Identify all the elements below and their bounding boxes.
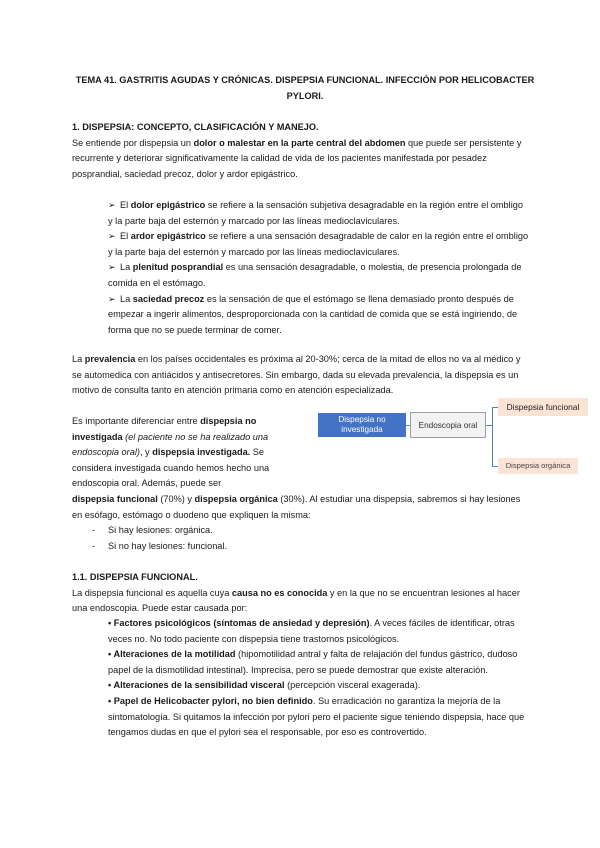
prevalence-paragraph: La prevalencia en los países occidentales es próxima al 20-30%; cerca de la mitad de ellos no va al médico y se automedica con antiácidos y antisecretores. Sin embargo, dada su elevada prevalencia, la dispepsia es un motivo de consulta tanto en atención primaria como en atención especializada. — [72, 354, 521, 396]
bullet-dolor-epigastrico: ➢ El dolor epigástrico se refiere a la sensación subjetiva desagradable en la región entre el ombligo y la parte baja del esternón y marcado por las líneas medioclaviculares. — [108, 200, 523, 226]
dyspepsia-flow-diagram — [318, 402, 590, 480]
cause-sensibilidad-visceral: • Alteraciones de la sensibilidad visceral (percepción visceral exagerada). — [108, 680, 421, 691]
functional-causes-list — [108, 616, 530, 741]
symptom-bullet-list — [108, 198, 530, 338]
arrow-bullet-icon: ➢ — [108, 262, 116, 273]
section-1-heading: 1. DISPEPSIA: CONCEPTO, CLASIFICACIÓN Y MANEJO. — [72, 122, 319, 132]
dash-item-organica: - Si hay lesiones: orgánica. — [92, 525, 213, 535]
document-title: TEMA 41. GASTRITIS AGUDAS Y CRÓNICAS. DISPEPSIA FUNCIONAL. INFECCIÓN POR HELICOBACTER PYLORI. — [75, 75, 535, 101]
differentiation-paragraph-bottom: dispepsia funcional (70%) y dispepsia orgánica (30%). Al estudiar una dispepsia, sabremos si hay lesiones en esófago, estómago o duodeno que expliquen la misma: — [72, 494, 521, 520]
section-1-1-intro: La dispepsia funcional es aquella cuya causa no es conocida y en la que no se encuentran lesiones al hacer una endoscopia. Puede estar causada por: — [72, 587, 520, 614]
arrow-bullet-icon: ➢ — [108, 293, 116, 304]
section-1-1-heading: 1.1. DISPEPSIA FUNCIONAL. — [72, 572, 198, 582]
dash-item-funcional: - Si no hay lesiones: funcional. — [92, 540, 228, 551]
cause-alteraciones-motilidad: • Alteraciones de la motilidad (hipomotilidad antral y falta de relajación del fundus gástrico, dudoso papel de la dismotilidad intestinal). Imprecisa, pero se puede demostrar que existe alteración. — [108, 649, 518, 675]
node-dispepsia-funcional: Dispepsia funcional — [498, 398, 588, 416]
bullet-plenitud-posprandial: ➢ La plenitud posprandial es una sensación desagradable, o molestia, de presencia prolongada de comida en el estómago. — [108, 262, 522, 288]
arrow-bullet-icon: ➢ — [108, 231, 116, 242]
differentiation-paragraph-top: Es importante diferenciar entre dispepsia no investigada (el paciente no se ha realizado una endoscopia oral), y dispepsia investigada. Se considera investigada cuando hemos hecho una endoscopia oral. Además, puede ser — [72, 416, 270, 489]
cause-helicobacter-pylori: • Papel de Helicobacter pylori, no bien definido. Su erradicación no garantiza la mejoría de la sintomatología. Si quitamos la infección por pylori pero el paciente sigue teniendo dispepsia, hace que tengamos dudas en que el pylori sea el responsable, por eso es controvertido. — [108, 695, 525, 738]
connector-branch-vertical — [492, 407, 493, 466]
section-1-intro: Se entiende por dispepsia un dolor o malestar en la parte central del abdomen que puede ser persistente y recurrente y deteriorar significativamente la calidad de vida de los pacientes manifestada por pesadez posprandial, saciedad precoz, dolor y ardor epigástrico. — [72, 137, 522, 179]
lesion-dash-list — [92, 523, 227, 554]
node-dispepsia-organica: Dispepsia orgánica — [498, 458, 578, 474]
section-1-1 — [72, 570, 530, 617]
section-1 — [72, 120, 530, 182]
bullet-saciedad-precoz: ➢ La saciedad precoz es la sensación de que el estómago se llena demasiado pronto después de empezar a ingerir alimentos, desproporcionada con la cantidad de comida que se está ingiriendo, de forma que no se puede terminar de comer. — [108, 293, 518, 335]
bullet-ardor-epigastrico: ➢ El ardor epigástrico se refiere a una sensación desagradable de calor en la región entre el ombligo y la parte baja del esternón y marcado por las líneas medioclaviculares. — [108, 231, 529, 257]
cause-factores-psicologicos: • Factores psicológicos (síntomas de ansiedad y depresión). A veces fáciles de identificar, otras veces no. No todo paciente con dispepsia tiene trastornos psicológicos. — [108, 618, 515, 644]
node-endoscopia-oral: Endoscopia oral — [410, 412, 486, 438]
arrow-bullet-icon: ➢ — [108, 200, 116, 210]
node-dispepsia-no-investigada: Dispepsia no investigada — [318, 413, 406, 437]
